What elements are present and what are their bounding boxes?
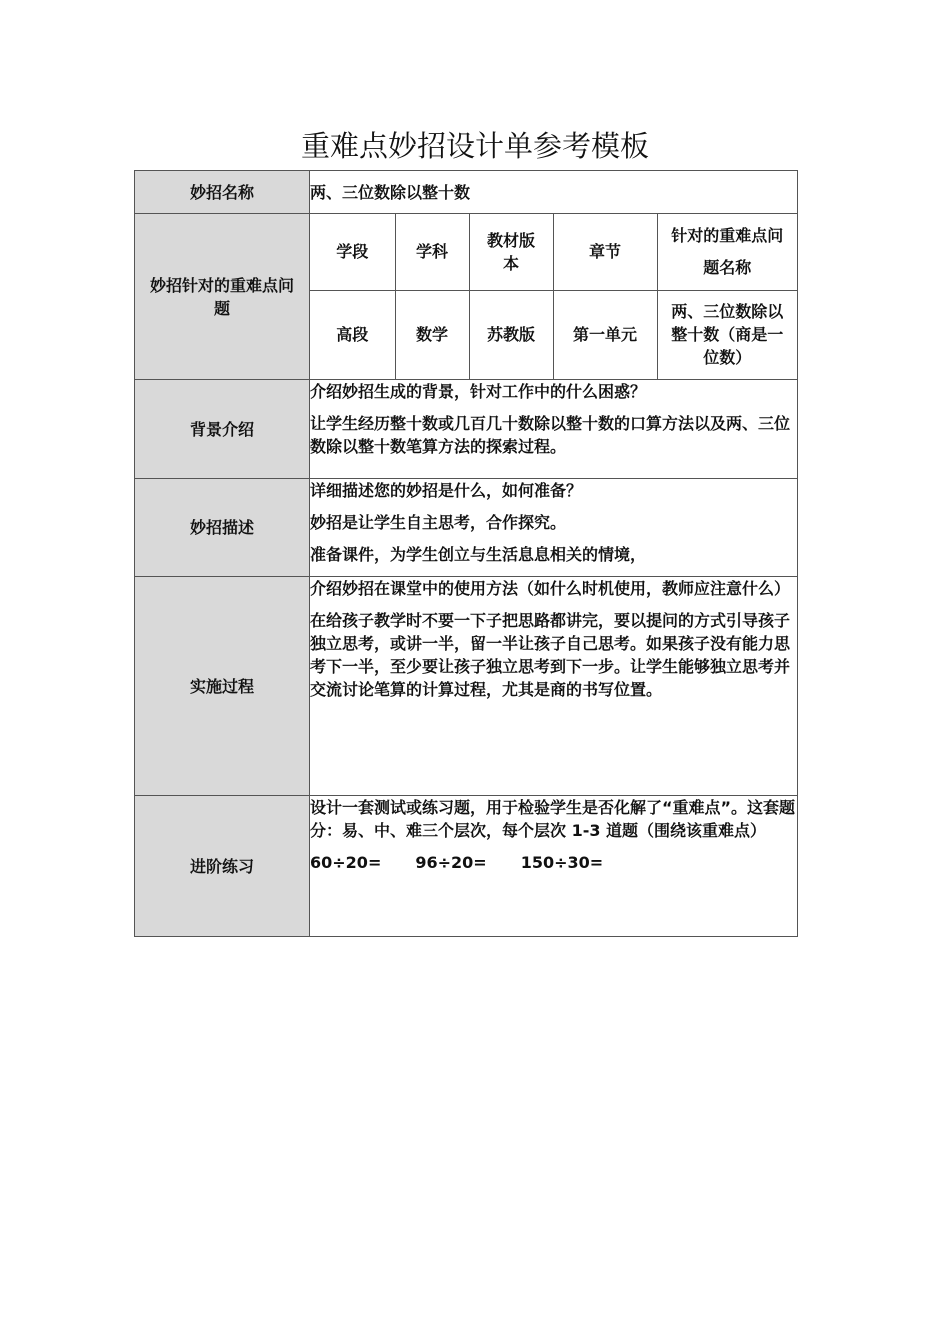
value-problem-name [657, 290, 797, 379]
label-trick-name: 妙招名称 [135, 171, 310, 214]
problem-grid-cell [310, 214, 798, 380]
label-background: 背景介绍 [135, 380, 310, 479]
process-content [310, 577, 798, 796]
practice-exercises [310, 851, 797, 874]
label-practice: 进阶练习 [135, 796, 310, 937]
problem-grid-header-row [310, 214, 797, 290]
process-answer: 在给孩子教学时不要一下子把思路都讲完，要以提问的方式引导孩子独立思考，或讲一半，留一半让孩子自己思考。如果孩子没有能力思考下一半，至少要让孩子独立思考到下一步。让学生能够独立思考并交流讨论笔算的计算过程，尤其是商的书写位置。 [310, 611, 791, 699]
header-chapter: 章节 [553, 214, 657, 290]
exercise-item: 60÷20= [310, 853, 382, 872]
problem-grid-value-row [310, 290, 797, 379]
design-form-table [134, 170, 798, 937]
row-target-problem [135, 214, 798, 380]
problem-grid [310, 214, 797, 379]
exercise-item: 96÷20= [415, 853, 487, 872]
description-prompt: 详细描述您的妙招是什么，如何准备？ [310, 481, 583, 500]
exercise-item: 150÷30= [520, 853, 604, 872]
practice-content [310, 796, 798, 937]
header-stage: 学段 [310, 214, 395, 290]
header-textbook-edition [469, 214, 553, 290]
row-process [135, 577, 798, 796]
value-problem-name-text: 两、三位数除以整十数（商是一位数） [671, 302, 784, 368]
value-subject: 数学 [395, 290, 469, 379]
label-process: 实施过程 [135, 577, 310, 796]
background-prompt: 介绍妙招生成的背景，针对工作中的什么困惑？ [310, 382, 647, 401]
row-description [135, 479, 798, 577]
process-prompt: 介绍妙招在课堂中的使用方法（如什么时机使用，教师应注意什么） [310, 579, 791, 598]
description-answer-1: 妙招是让学生自主思考，合作探究。 [310, 513, 567, 532]
value-textbook-edition: 苏教版 [469, 290, 553, 379]
row-practice [135, 796, 798, 937]
label-description: 妙招描述 [135, 479, 310, 577]
header-textbook-edition-text: 教材版本 [486, 230, 535, 273]
background-content [310, 380, 798, 479]
header-problem-name [657, 214, 797, 290]
document-title: 重难点妙招设计单参考模板 [300, 129, 649, 163]
value-stage: 高段 [310, 290, 395, 379]
value-trick-name: 两、三位数除以整十数 [310, 171, 798, 214]
header-problem-name-text: 针对的重难点问题名称 [671, 225, 784, 277]
value-chapter: 第一单元 [553, 290, 657, 379]
description-answer-2: 准备课件，为学生创立与生活息息相关的情境， [310, 545, 647, 564]
label-target-problem-text: 妙招针对的重难点问题 [149, 275, 294, 318]
practice-prompt: 设计一套测试或练习题，用于检验学生是否化解了“重难点”。这套题分：易、中、难三个层次，每个层次 1-3 道题（围绕该重难点） [310, 798, 796, 840]
row-trick-name [135, 171, 798, 214]
header-subject: 学科 [395, 214, 469, 290]
background-answer: 让学生经历整十数或几百几十数除以整十数的口算方法以及两、三位数除以整十数笔算方法的探索过程。 [310, 414, 791, 456]
description-content [310, 479, 798, 577]
label-target-problem [135, 214, 310, 380]
row-background [135, 380, 798, 479]
